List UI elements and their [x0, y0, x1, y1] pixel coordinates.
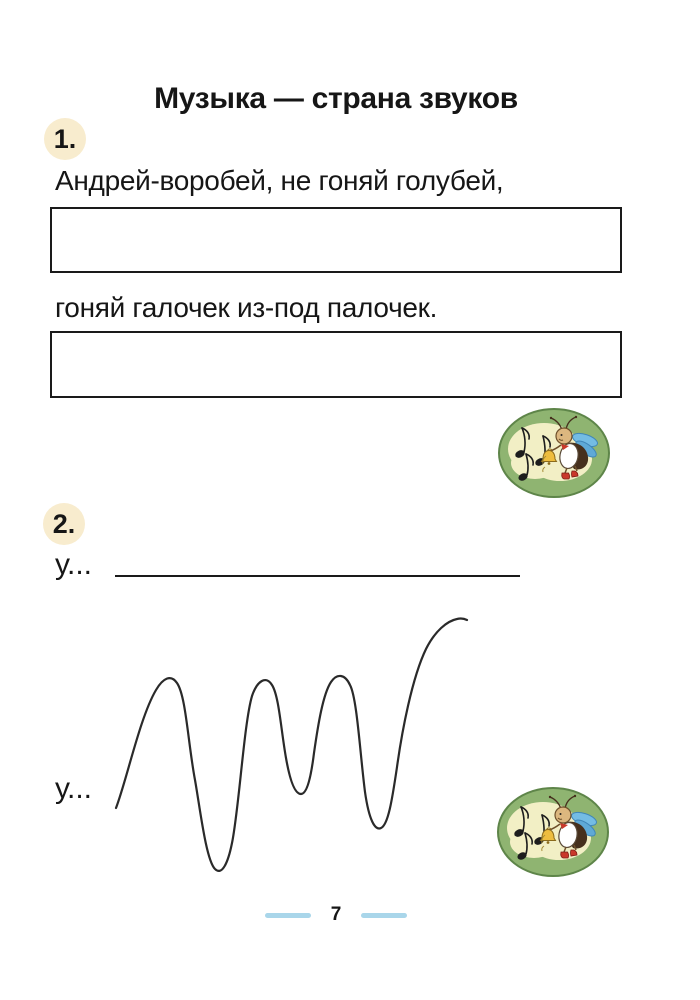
answer-box-2[interactable] — [50, 331, 622, 398]
bee-illustration-2 — [496, 786, 610, 878]
boot-icon — [562, 473, 570, 479]
exercise-1-badge — [44, 118, 86, 160]
footer-right-dash — [361, 913, 407, 918]
exercise-2-number: 2. — [52, 508, 76, 539]
writing-line[interactable] — [115, 575, 520, 577]
page-footer — [0, 902, 672, 928]
bee-illustration-1 — [497, 407, 611, 499]
bee-head — [555, 807, 571, 823]
footer-left-dash — [265, 913, 311, 918]
rhyme-line-2: гоняй галочек из-под палочек. — [55, 292, 438, 323]
sound-label-top: у... — [55, 548, 93, 581]
boot-icon — [561, 852, 569, 858]
bee-head — [556, 428, 572, 444]
rhyme-line-1: Андрей-воробей, не гоняй голубей, — [55, 165, 504, 196]
exercise-1-number: 1. — [53, 123, 77, 154]
pitch-curve-area — [80, 595, 480, 895]
sound-label-bottom: у... — [55, 772, 93, 805]
answer-box-1[interactable] — [50, 207, 622, 273]
page-number: 7 — [330, 904, 342, 925]
exercise-2-badge — [43, 503, 85, 545]
pitch-curve — [80, 595, 480, 895]
page-title: Музыка — страна звуков — [154, 82, 518, 115]
